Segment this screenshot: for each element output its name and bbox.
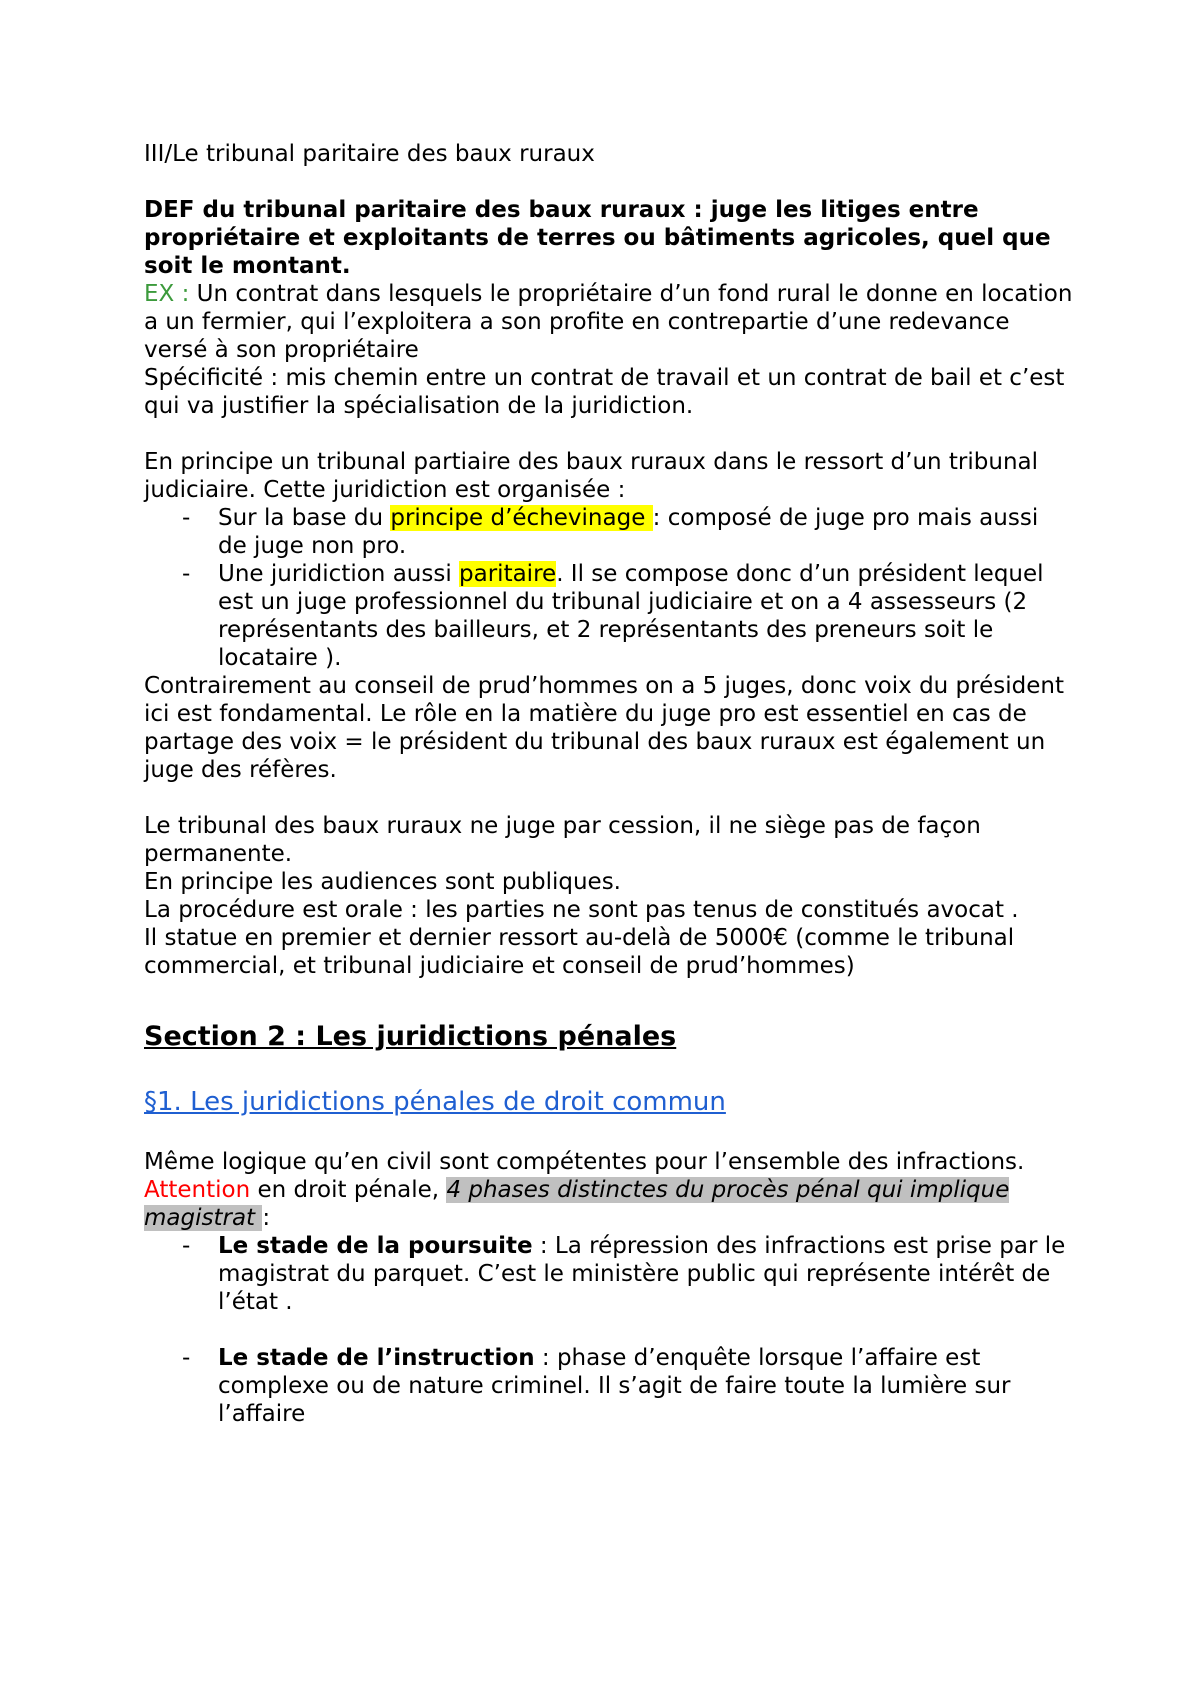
- definition-paragraph: DEF du tribunal paritaire des baux ruraux : juge les litiges entre propriétaire et exploitants de terres ou bâtiments agricoles, quel que soit le montant.: [144, 197, 1051, 279]
- stage-title: Le stade de la poursuite: [218, 1233, 533, 1259]
- specificity-paragraph: Spécificité : mis chemin entre un contrat de travail et un contrat de bail et c’est qui va justifier la spécialisation de la juridiction.: [144, 365, 1065, 419]
- document-page: [144, 140, 1074, 1428]
- example-paragraph: [144, 280, 1074, 364]
- highlighted-term: paritaire: [459, 561, 557, 587]
- blank-line: [144, 420, 1074, 448]
- example-text: Un contrat dans lesquels le propriétaire d’un fond rural le donne en location a un fermier, qui l’exploitera a son profite en contrepartie d’une redevance versé à son propriétaire: [144, 281, 1073, 363]
- procedure-paragraph: La procédure est orale : les parties ne sont pas tenus de constitués avocat .: [144, 897, 1019, 923]
- page-heading: III/Le tribunal paritaire des baux ruraux: [144, 141, 595, 167]
- blank-line: [144, 784, 1074, 812]
- procedure-paragraph: En principe les audiences sont publiques.: [144, 869, 621, 895]
- section-heading: Section 2 : Les juridictions pénales: [144, 1021, 677, 1052]
- list-item: - Une juridiction aussi paritaire. Il se compose donc d’un président lequel est un juge professionnel du tribunal judiciaire et on a 4 assesseurs (2 représentants des bailleurs, et 2 représentants des preneurs soit le locataire ).: [144, 560, 1074, 672]
- attention-paragraph: Attention en droit pénale, 4 phases distinctes du procès pénal qui implique magistrat :: [144, 1177, 1010, 1231]
- contrary-paragraph: Contrairement au conseil de prud’hommes on a 5 juges, donc voix du président ici est fondamental. Le rôle en la matière du juge pro est essentiel en cas de partage des voix = le président du tribunal des baux ruraux est également un juge des réfères.: [144, 673, 1064, 783]
- principle-paragraph: En principe un tribunal partiaire des baux ruraux dans le ressort d’un tribunal judiciaire. Cette juridiction est organisée :: [144, 449, 1039, 503]
- highlighted-term: principe d’échevinage: [390, 505, 653, 531]
- organisation-list: [144, 504, 1074, 672]
- subsection-heading: §1. Les juridictions pénales de droit commun: [144, 1087, 726, 1117]
- attention-label: Attention: [144, 1177, 251, 1203]
- procedure-paragraph: Le tribunal des baux ruraux ne juge par cession, il ne siège pas de façon permanente.: [144, 813, 981, 867]
- stage-title: Le stade de l’instruction: [218, 1345, 535, 1371]
- highlighted-phrase: 4 phases distinctes du procès pénal qui implique magistrat: [144, 1177, 1010, 1231]
- procedure-paragraph: Il statue en premier et dernier ressort au-delà de 5000€ (comme le tribunal commercial, et tribunal judiciaire et conseil de prud’hommes): [144, 925, 1015, 979]
- example-label: EX :: [144, 281, 190, 307]
- list-item: - Le stade de la poursuite : La répression des infractions est prise par le magistrat du parquet. C’est le ministère public qui représente intérêt de l’état .: [144, 1232, 1074, 1316]
- same-logic-paragraph: Même logique qu’en civil sont compétentes pour l’ensemble des infractions.: [144, 1149, 1025, 1175]
- list-item: - Le stade de l’instruction : phase d’enquête lorsque l’affaire est complexe ou de nature criminel. Il s’agit de faire toute la lumière sur l’affaire: [144, 1344, 1074, 1428]
- blank-line: [144, 1316, 1074, 1344]
- stages-list: [144, 1232, 1074, 1428]
- list-item: - Sur la base du principe d’échevinage : composé de juge pro mais aussi de juge non pro.: [144, 504, 1074, 560]
